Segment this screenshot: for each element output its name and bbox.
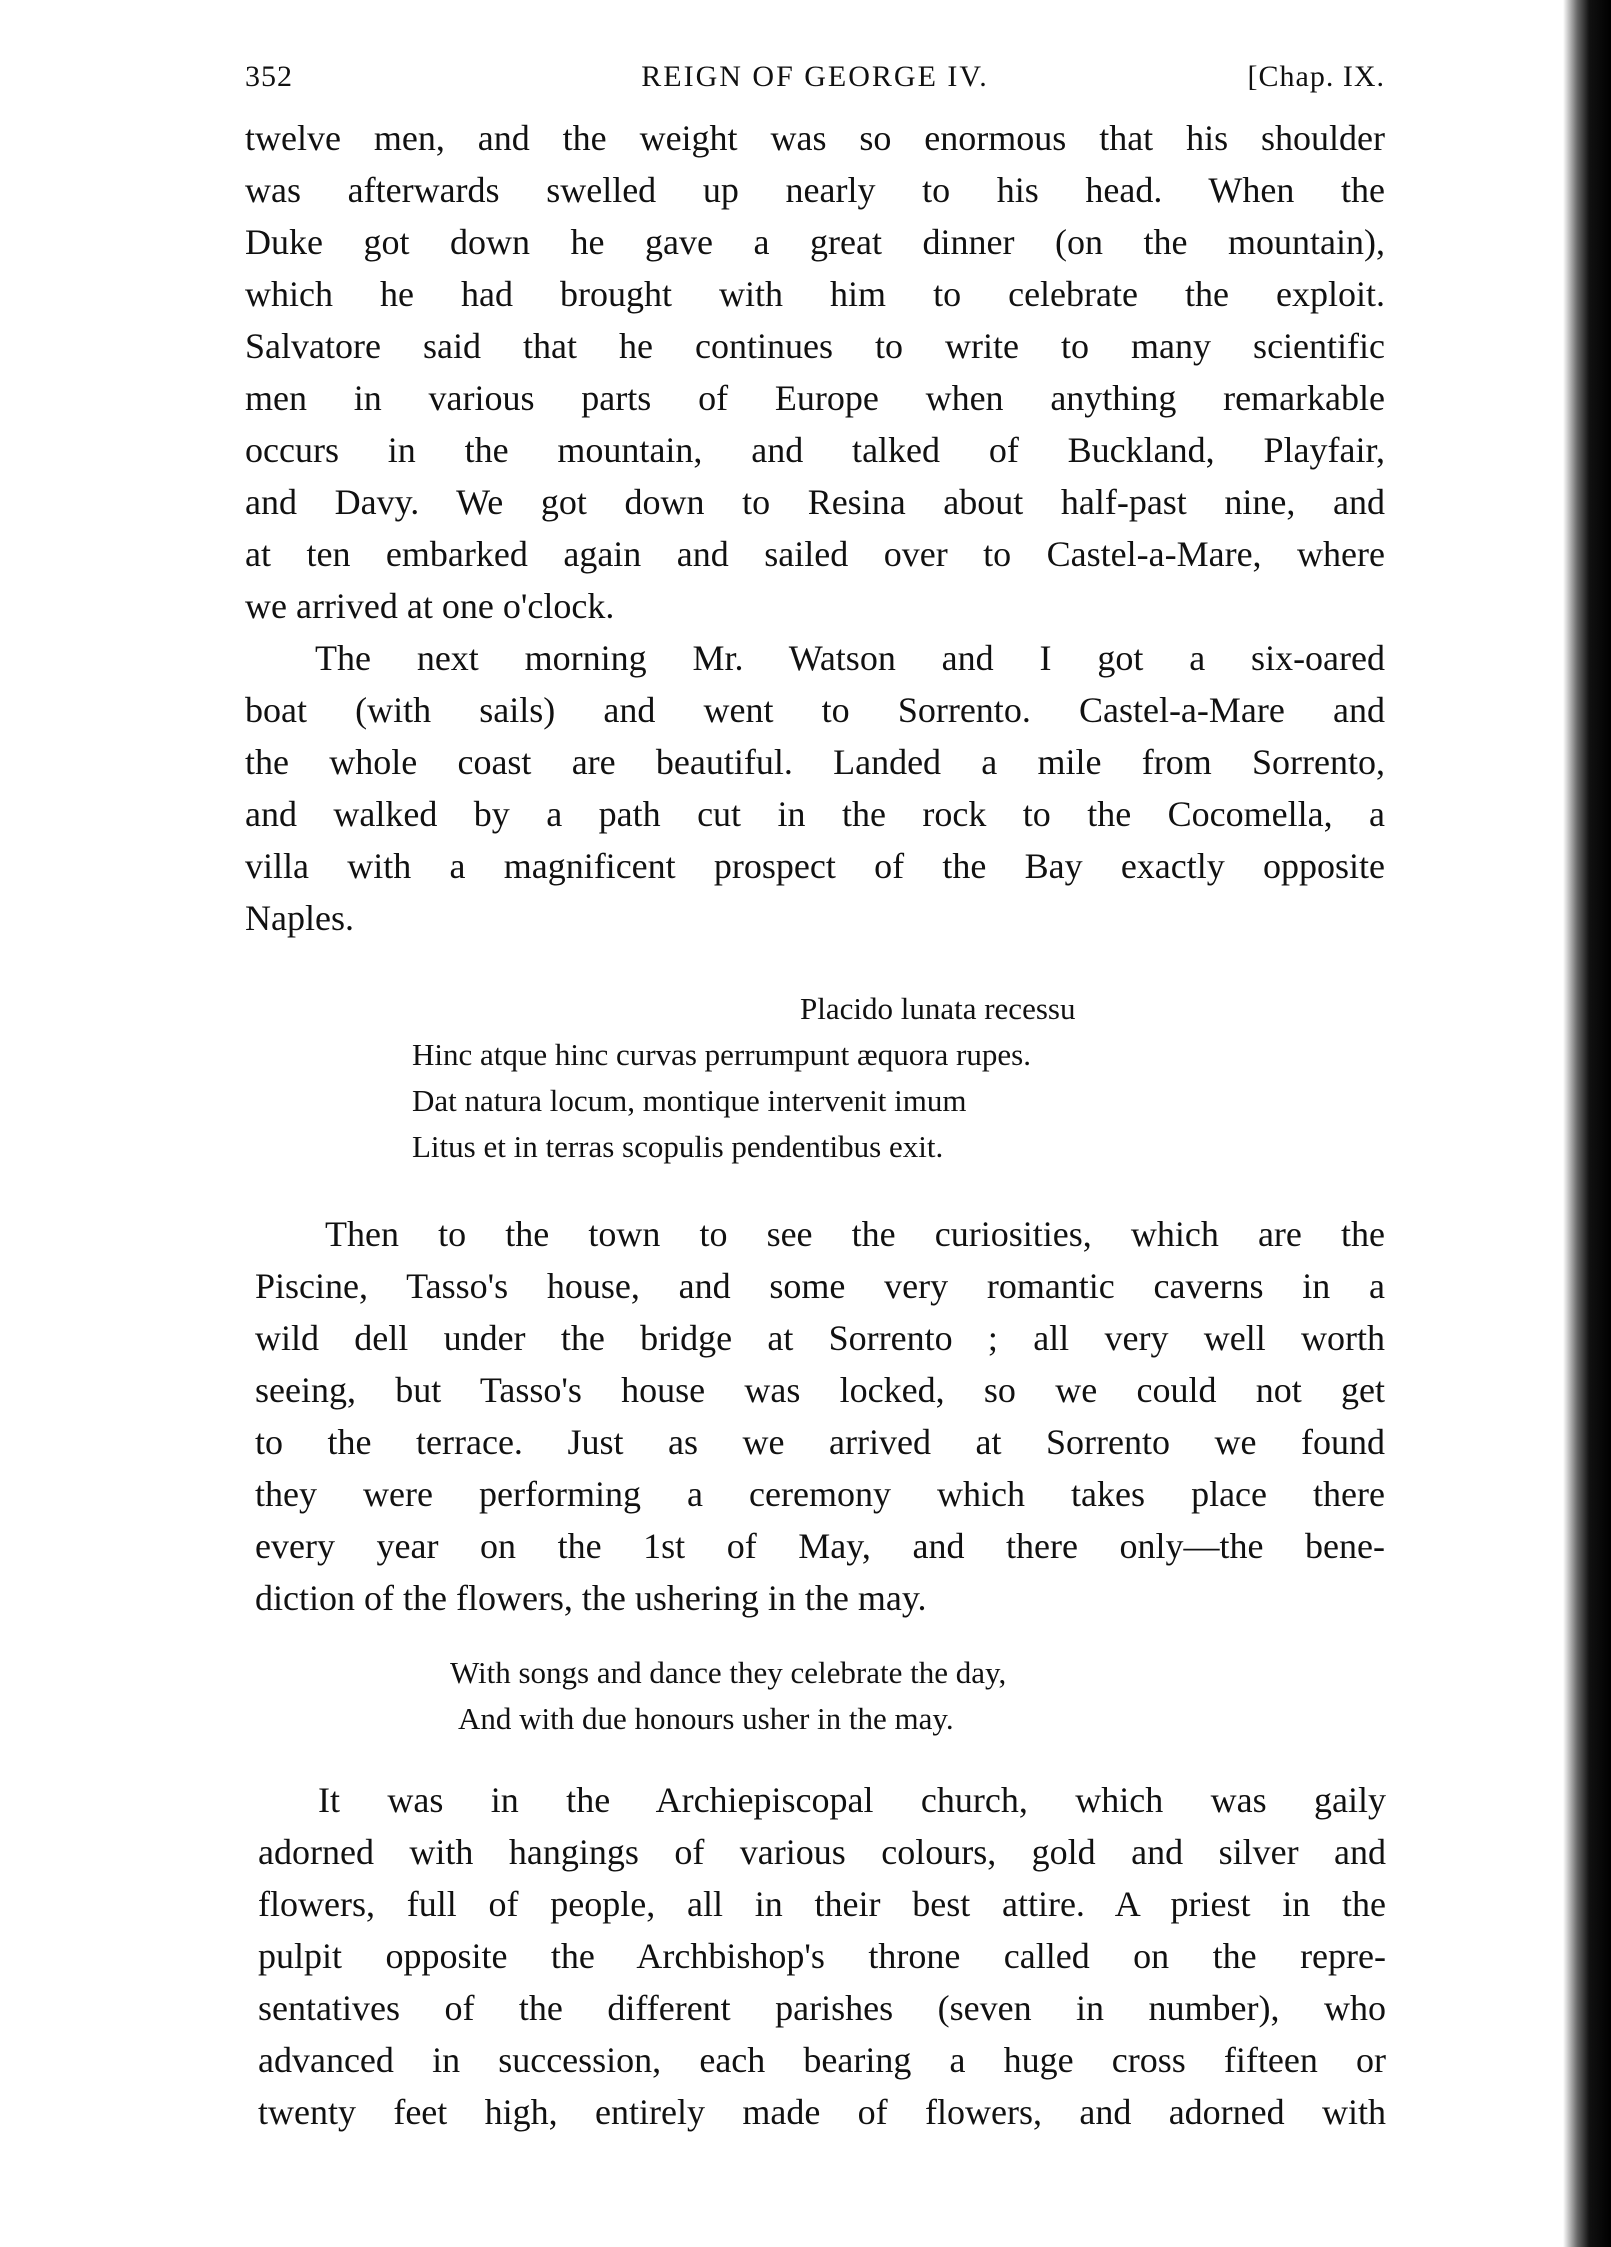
text-line: they were performing a ceremony which takes place there bbox=[255, 1474, 1385, 1514]
running-header bbox=[245, 60, 1385, 100]
paragraph-3 bbox=[255, 1208, 1385, 1624]
text-line: twenty feet high, entirely made of flowers, and adorned with bbox=[258, 2092, 1386, 2132]
text-line: villa with a magnificent prospect of the Bay exactly opposite bbox=[245, 846, 1385, 886]
text-line: advanced in succession, each bearing a huge cross fifteen or bbox=[258, 2040, 1386, 2080]
running-title: REIGN OF GEORGE IV. bbox=[641, 60, 989, 93]
paragraph-1 bbox=[245, 112, 1385, 632]
text-line: Then to the town to see the curiosities, which are the bbox=[325, 1214, 1385, 1254]
text-line: which he had brought with him to celebrate the exploit. bbox=[245, 274, 1385, 314]
verse-line: Placido lunata recessu bbox=[800, 991, 1076, 1026]
text-line: Duke got down he gave a great dinner (on the mountain), bbox=[245, 222, 1385, 262]
text-line: and Davy. We got down to Resina about half-past nine, and bbox=[245, 482, 1385, 522]
verse-line: Hinc atque hinc curvas perrumpunt æquora rupes. bbox=[412, 1037, 1031, 1072]
text-line: It was in the Archiepiscopal church, which was gaily bbox=[318, 1780, 1386, 1820]
paragraph-2 bbox=[245, 632, 1385, 944]
text-line: the whole coast are beautiful. Landed a mile from Sorrento, bbox=[245, 742, 1385, 782]
text-line: diction of the flowers, the ushering in the may. bbox=[255, 1578, 927, 1618]
text-line: twelve men, and the weight was so enormous that his shoulder bbox=[245, 118, 1385, 158]
text-line: flowers, full of people, all in their best attire. A priest in the bbox=[258, 1884, 1386, 1924]
text-line: adorned with hangings of various colours, gold and silver and bbox=[258, 1832, 1386, 1872]
text-line: at ten embarked again and sailed over to Castel-a-Mare, where bbox=[245, 534, 1385, 574]
text-line: Naples. bbox=[245, 898, 354, 938]
text-line: boat (with sails) and went to Sorrento. Castel-a-Mare and bbox=[245, 690, 1385, 730]
chapter-label: [Chap. IX. bbox=[1247, 60, 1385, 93]
text-line: and walked by a path cut in the rock to the Cocomella, a bbox=[245, 794, 1385, 834]
english-verse bbox=[450, 1650, 1006, 1742]
latin-verse bbox=[412, 986, 1075, 1170]
text-line: to the terrace. Just as we arrived at Sorrento we found bbox=[255, 1422, 1385, 1462]
page-number: 352 bbox=[245, 60, 293, 93]
text-line: pulpit opposite the Archbishop's throne called on the repre- bbox=[258, 1936, 1386, 1976]
text-line: occurs in the mountain, and talked of Buckland, Playfair, bbox=[245, 430, 1385, 470]
text-line: The next morning Mr. Watson and I got a six-oared bbox=[315, 638, 1385, 678]
verse-line: And with due honours usher in the may. bbox=[458, 1701, 954, 1736]
text-line: seeing, but Tasso's house was locked, so we could not get bbox=[255, 1370, 1385, 1410]
text-line: Piscine, Tasso's house, and some very romantic caverns in a bbox=[255, 1266, 1385, 1306]
text-line: sentatives of the different parishes (seven in number), who bbox=[258, 1988, 1386, 2028]
verse-line: Dat natura locum, montique intervenit imum bbox=[412, 1083, 967, 1118]
text-line: Salvatore said that he continues to write to many scientific bbox=[245, 326, 1385, 366]
text-line: wild dell under the bridge at Sorrento ; all very well worth bbox=[255, 1318, 1385, 1358]
paragraph-4 bbox=[258, 1774, 1386, 2138]
page-binding-shadow bbox=[1563, 0, 1611, 2247]
text-line: was afterwards swelled up nearly to his head. When the bbox=[245, 170, 1385, 210]
verse-line: With songs and dance they celebrate the day, bbox=[450, 1655, 1007, 1690]
text-line: every year on the 1st of May, and there only—the bene- bbox=[255, 1526, 1385, 1566]
verse-line: Litus et in terras scopulis pendentibus exit. bbox=[412, 1129, 944, 1164]
text-line: men in various parts of Europe when anything remarkable bbox=[245, 378, 1385, 418]
text-line: we arrived at one o'clock. bbox=[245, 586, 615, 626]
